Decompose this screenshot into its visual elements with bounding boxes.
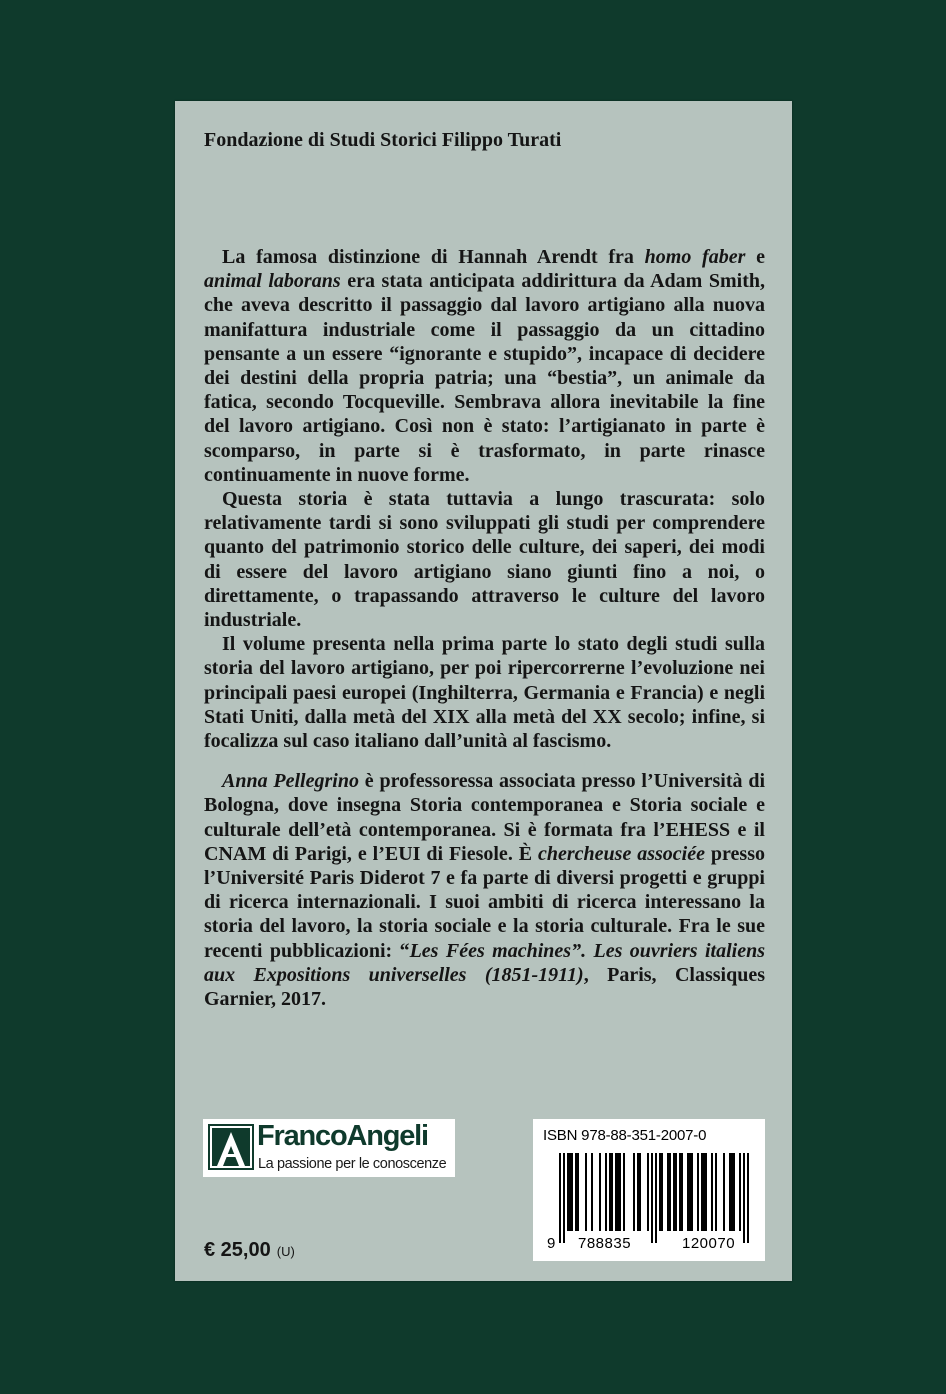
barcode-bar: [715, 1153, 717, 1231]
barcode-bar: [731, 1153, 733, 1231]
barcode-bar: [675, 1153, 677, 1231]
text-run: animal laborans: [204, 270, 341, 293]
barcode-bar: [703, 1153, 705, 1231]
barcode-bar: [571, 1153, 573, 1231]
barcode-bar: [733, 1153, 735, 1231]
barcode-bar: [689, 1153, 691, 1231]
barcode-bar: [705, 1153, 707, 1231]
text-run: chercheuse associée: [538, 842, 705, 865]
barcode-bar: [639, 1153, 641, 1231]
text-run: è professoressa associata presso l’Università di Bologna, dove insegna Storia contemporanea e Storia sociale e culturale dell’età contemporanea. Si è formata fra l’EHESS e il CNAM di Parigi, e l’EUI di Fiesole. È: [204, 770, 766, 865]
blurb: [204, 245, 765, 1011]
barcode-bar: [701, 1153, 703, 1231]
text-run: , Paris, Classiques Garnier, 2017.: [204, 963, 765, 1011]
barcode-bar: [577, 1153, 579, 1231]
text-run: Anna Pellegrino: [222, 770, 359, 793]
barcode-bar: [591, 1153, 593, 1231]
author-bio: [204, 769, 765, 1011]
price: [204, 1239, 295, 1262]
barcode-bar: [609, 1153, 611, 1231]
barcode-bar: [679, 1153, 681, 1231]
price-value: € 25,00: [204, 1239, 271, 1261]
barcode-bar: [655, 1153, 657, 1243]
barcode-bar: [647, 1153, 649, 1231]
blurb-paragraph-3: Il volume presenta nella prima parte lo stato degli studi sulla storia del lavoro artigiano, per poi ripercorrerne l’evoluzione nei principali paesi europei (Inghilterra, Germania e Francia) e negli Stati Uniti, dalla metà del XIX alla metà del XX secolo; infine, si focalizza sul caso italiano dall’unità al fascismo.: [204, 633, 765, 753]
barcode-bar: [615, 1153, 617, 1231]
barcode-bar: [563, 1153, 565, 1243]
barcode-bar: [711, 1153, 713, 1231]
barcode-bar: [661, 1153, 663, 1231]
barcode-bar: [605, 1153, 607, 1231]
publisher-name: FrancoAngeli: [257, 1120, 428, 1152]
barcode-bar: [669, 1153, 671, 1231]
barcode-bar: [723, 1153, 725, 1231]
barcode-bar: [633, 1153, 635, 1231]
text-run: era stata anticipata addirittura da Adam Smith, che aveva descritto il passaggio dal lavoro artigiano alla nuova manifattura industriale come il passaggio da un cittadino pensante a un essere “ignorante e stupido”, incapace di decidere dei destini della propria patria; una “bestia”, un animale da fatica, secondo Tocqueville. Sembrava allora inevitabile la fine del lavoro artigiano. Così non è stato: l’artigianato in parte è scomparso, in parte si è trasformato, in parte rinasce continuamente in nuove forme.: [204, 270, 765, 486]
barcode-bar: [673, 1153, 675, 1231]
publisher-logo: [203, 1119, 455, 1177]
barcode-bar: [667, 1153, 669, 1231]
barcode-bar: [567, 1153, 569, 1231]
barcode-bar: [697, 1153, 699, 1231]
price-code: (U): [276, 1244, 295, 1259]
barcode-bar: [619, 1153, 621, 1231]
foundation-name: Fondazione di Studi Storici Filippo Turati: [204, 129, 562, 151]
barcode-bar: [623, 1153, 625, 1231]
barcode-bar: [569, 1153, 571, 1231]
barcode-bar: [559, 1153, 561, 1243]
text-run: e: [745, 246, 766, 268]
isbn-label: ISBN 978-88-351-2007-0: [543, 1127, 707, 1144]
barcode-bar: [681, 1153, 683, 1231]
barcode-bar: [747, 1153, 749, 1243]
barcode-bar: [651, 1153, 653, 1243]
ean-first-digit: 9: [547, 1235, 556, 1252]
barcode-bar: [743, 1153, 745, 1243]
isbn-barcode-box: [533, 1119, 765, 1261]
text-run: homo faber: [644, 246, 746, 268]
ean-right-digits: 120070: [682, 1235, 736, 1252]
barcode-bar: [585, 1153, 587, 1231]
barcode-bar: [611, 1153, 613, 1231]
blurb-paragraph-2: Questa storia è stata tuttavia a lungo trascurata: solo relativamente tardi si sono sviluppati gli studi per comprendere quanto del patrimonio storico delle culture, dei saperi, dei modi di essere del lavoro artigiano siano giunti fino a noi, o direttamente, o trapassando attraverso le culture del lavoro industriale.: [204, 488, 765, 632]
franco-angeli-a-logo-icon: [208, 1124, 254, 1170]
barcode-bar: [729, 1153, 731, 1231]
barcode-bar: [687, 1153, 689, 1231]
back-cover-panel: [175, 101, 792, 1281]
barcode-bar: [691, 1153, 693, 1231]
publisher-tagline: La passione per le conoscenze: [258, 1156, 447, 1172]
text-run: Les Fées machines”. Les ouvriers italiens aux Expositions universelles (1851-1911): [204, 939, 765, 986]
text-run: La famosa distinzione di Hannah Arendt fra: [222, 246, 645, 268]
text-run: presso l’Université Paris Diderot 7 e fa parte di diversi progetti e gruppi di ricerca internazionali. I suoi ambiti di ricerca interessano la storia del lavoro, la storia sociale e la storia culturale. Fra le sue recenti pubblicazioni: “: [204, 842, 766, 962]
blurb-paragraph-1: [204, 245, 765, 487]
barcode-bar: [659, 1153, 661, 1231]
ean-left-digits: 788835: [578, 1235, 632, 1252]
barcode-bar: [617, 1153, 619, 1231]
barcode-bar: [575, 1153, 577, 1231]
barcode-bar: [637, 1153, 639, 1231]
barcode-bar: [739, 1153, 741, 1231]
barcode-bar: [599, 1153, 601, 1231]
